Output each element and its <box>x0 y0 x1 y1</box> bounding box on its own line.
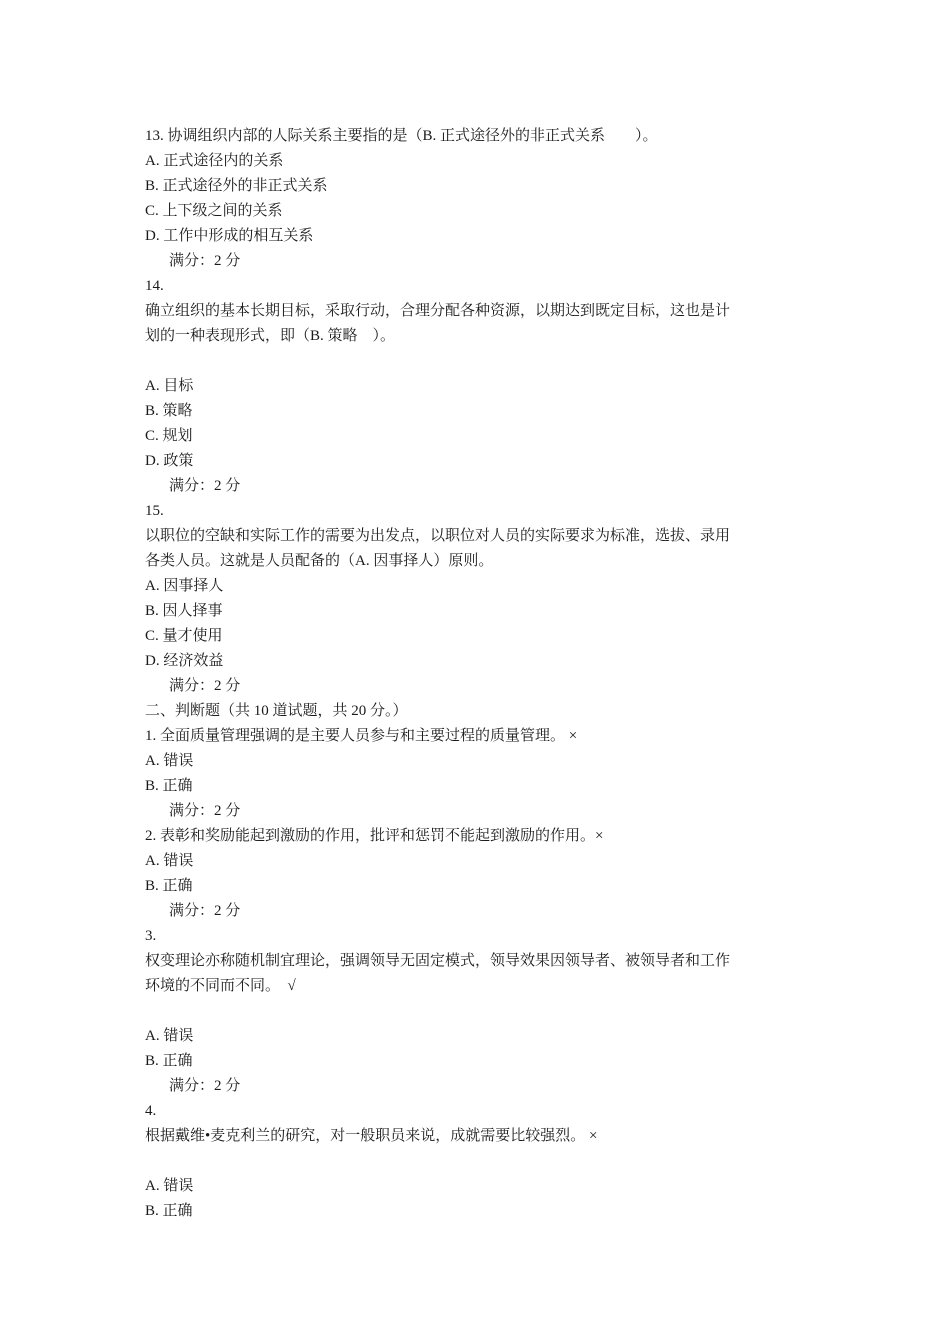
judgment-2-option-b: B. 正确 <box>145 878 193 894</box>
question-15-option-b: B. 因人择事 <box>145 603 223 619</box>
judgment-4-option-b: B. 正确 <box>145 1203 193 1219</box>
question-13-option-b: B. 正式途径外的非正式关系 <box>145 178 328 194</box>
question-15-option-d: D. 经济效益 <box>145 653 224 669</box>
question-13-option-d: D. 工作中形成的相互关系 <box>145 228 314 244</box>
blank-line <box>145 999 810 1024</box>
judgment-3-option-b: B. 正确 <box>145 1053 193 1069</box>
judgment-3-number: 3. <box>145 928 157 944</box>
section-heading-judgment: 二、判断题（共 10 道试题，共 20 分。） <box>145 703 408 719</box>
judgment-1-option-a: A. 错误 <box>145 753 194 769</box>
judgment-2-text: 2. 表彰和奖励能起到激励的作用，批评和惩罚不能起到激励的作用。× <box>145 828 604 844</box>
judgment-4-option-a: A. 错误 <box>145 1178 194 1194</box>
judgment-3-score: 满分：2 分 <box>169 1078 241 1094</box>
judgment-3-text-line2: 环境的不同而不同。 √ <box>145 978 296 994</box>
question-14-number: 14. <box>145 278 164 294</box>
question-15-option-c: C. 量才使用 <box>145 628 223 644</box>
blank-line <box>145 349 810 374</box>
judgment-1-option-b: B. 正确 <box>145 778 193 794</box>
question-14-option-b: B. 策略 <box>145 403 193 419</box>
question-14-text-line1: 确立组织的基本长期目标，采取行动，合理分配各种资源，以期达到既定目标，这也是计 <box>145 303 731 319</box>
question-13-score: 满分：2 分 <box>169 253 241 269</box>
judgment-2-option-a: A. 错误 <box>145 853 194 869</box>
judgment-3-text-line1: 权变理论亦称随机制宜理论，强调领导无固定模式，领导效果因领导者、被领导者和工作 <box>145 953 731 969</box>
question-15-number: 15. <box>145 503 164 519</box>
question-15-option-a: A. 因事择人 <box>145 578 224 594</box>
question-15-text-line2: 各类人员。这就是人员配备的（A. 因事择人）原则。 <box>145 553 494 569</box>
question-13-option-a: A. 正式途径内的关系 <box>145 153 284 169</box>
question-15-text-line1: 以职位的空缺和实际工作的需要为出发点，以职位对人员的实际要求为标准，选拔、录用 <box>145 528 731 544</box>
question-13-option-c: C. 上下级之间的关系 <box>145 203 283 219</box>
question-15-score: 满分：2 分 <box>169 678 241 694</box>
exam-content <box>145 124 810 1224</box>
question-14-option-c: C. 规划 <box>145 428 193 444</box>
blank-line <box>145 1149 810 1174</box>
question-13-text: 13. 协调组织内部的人际关系主要指的是（B. 正式途径外的非正式关系 ）。 <box>145 128 658 144</box>
judgment-1-score: 满分：2 分 <box>169 803 241 819</box>
question-14-score: 满分：2 分 <box>169 478 241 494</box>
question-14-text-line2: 划的一种表现形式，即（B. 策略 ）。 <box>145 328 396 344</box>
question-14-option-d: D. 政策 <box>145 453 194 469</box>
judgment-1-text: 1. 全面质量管理强调的是主要人员参与和主要过程的质量管理。 × <box>145 728 578 744</box>
question-14-option-a: A. 目标 <box>145 378 194 394</box>
judgment-2-score: 满分：2 分 <box>169 903 241 919</box>
judgment-3-option-a: A. 错误 <box>145 1028 194 1044</box>
judgment-4-number: 4. <box>145 1103 157 1119</box>
judgment-4-text: 根据戴维•麦克利兰的研究，对一般职员来说，成就需要比较强烈。 × <box>145 1128 598 1144</box>
